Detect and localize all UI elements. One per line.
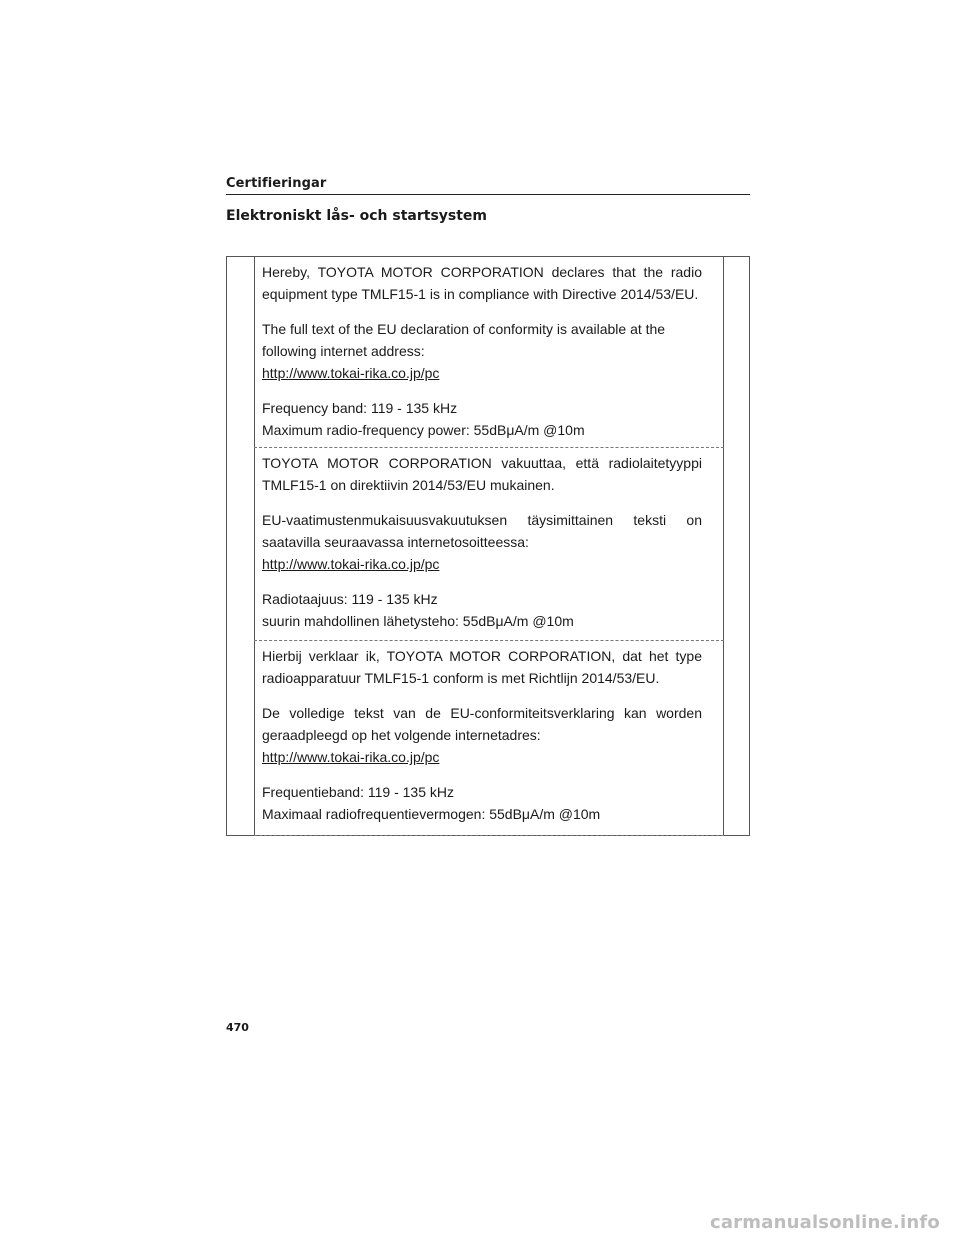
- availability-text-line: EU-vaatimustenmukaisuusvakuutuksen täysimittainen teksti on: [262, 512, 702, 528]
- availability-text-line: De volledige tekst van de EU-conformiteitsverklaring kan worden: [262, 705, 702, 721]
- declaration-link[interactable]: http://www.tokai-rika.co.jp/pc: [262, 749, 440, 765]
- frequency-band: Radiotaajuus: 119 - 135 kHz: [262, 591, 438, 607]
- section-header: Certifieringar: [226, 176, 750, 195]
- declaration-english: [254, 257, 724, 448]
- page-title: Elektroniskt lås- och startsystem: [226, 208, 488, 224]
- watermark: carmanualsonline.info: [709, 1212, 940, 1233]
- declaration-link[interactable]: http://www.tokai-rika.co.jp/pc: [262, 365, 440, 381]
- availability-text-line: saatavilla seuraavassa internetosoitteessa:: [262, 534, 529, 550]
- frequency-band: Frequentieband: 119 - 135 kHz: [262, 784, 454, 800]
- declaration-text-line: radioapparatuur TMLF15-1 conform is met Richtlijn 2014/53/EU.: [262, 670, 660, 686]
- max-power: Maximaal radiofrequentievermogen: 55dBμA/m @10m: [262, 806, 601, 822]
- frequency-band: Frequency band: 119 - 135 kHz: [262, 400, 458, 416]
- declaration-finnish: [254, 448, 724, 641]
- max-power: Maximum radio-frequency power: 55dBμA/m @10m: [262, 422, 585, 438]
- availability-text-line: geraadpleegd op het volgende internetadres:: [262, 727, 541, 743]
- availability-text-line: The full text of the EU declaration of conformity is available at the: [262, 321, 666, 337]
- declaration-text-line: equipment type TMLF15-1 is in compliance with Directive 2014/53/EU.: [262, 286, 699, 302]
- declaration-text-line: Hierbij verklaar ik, TOYOTA MOTOR CORPORATION, dat het type: [262, 648, 702, 664]
- availability-text-line: following internet address:: [262, 343, 425, 359]
- declaration-dutch: [254, 641, 724, 836]
- declaration-text-line: TOYOTA MOTOR CORPORATION vakuuttaa, että radiolaitetyyppi: [262, 455, 702, 471]
- declaration-text-line: Hereby, TOYOTA MOTOR CORPORATION declares that the radio: [262, 264, 702, 280]
- certification-table: [226, 256, 750, 836]
- page-number: 470: [226, 1021, 249, 1034]
- declaration-link[interactable]: http://www.tokai-rika.co.jp/pc: [262, 556, 440, 572]
- max-power: suurin mahdollinen lähetysteho: 55dBμA/m @10m: [262, 613, 574, 629]
- declaration-text-line: TMLF15-1 on direktiivin 2014/53/EU mukainen.: [262, 477, 555, 493]
